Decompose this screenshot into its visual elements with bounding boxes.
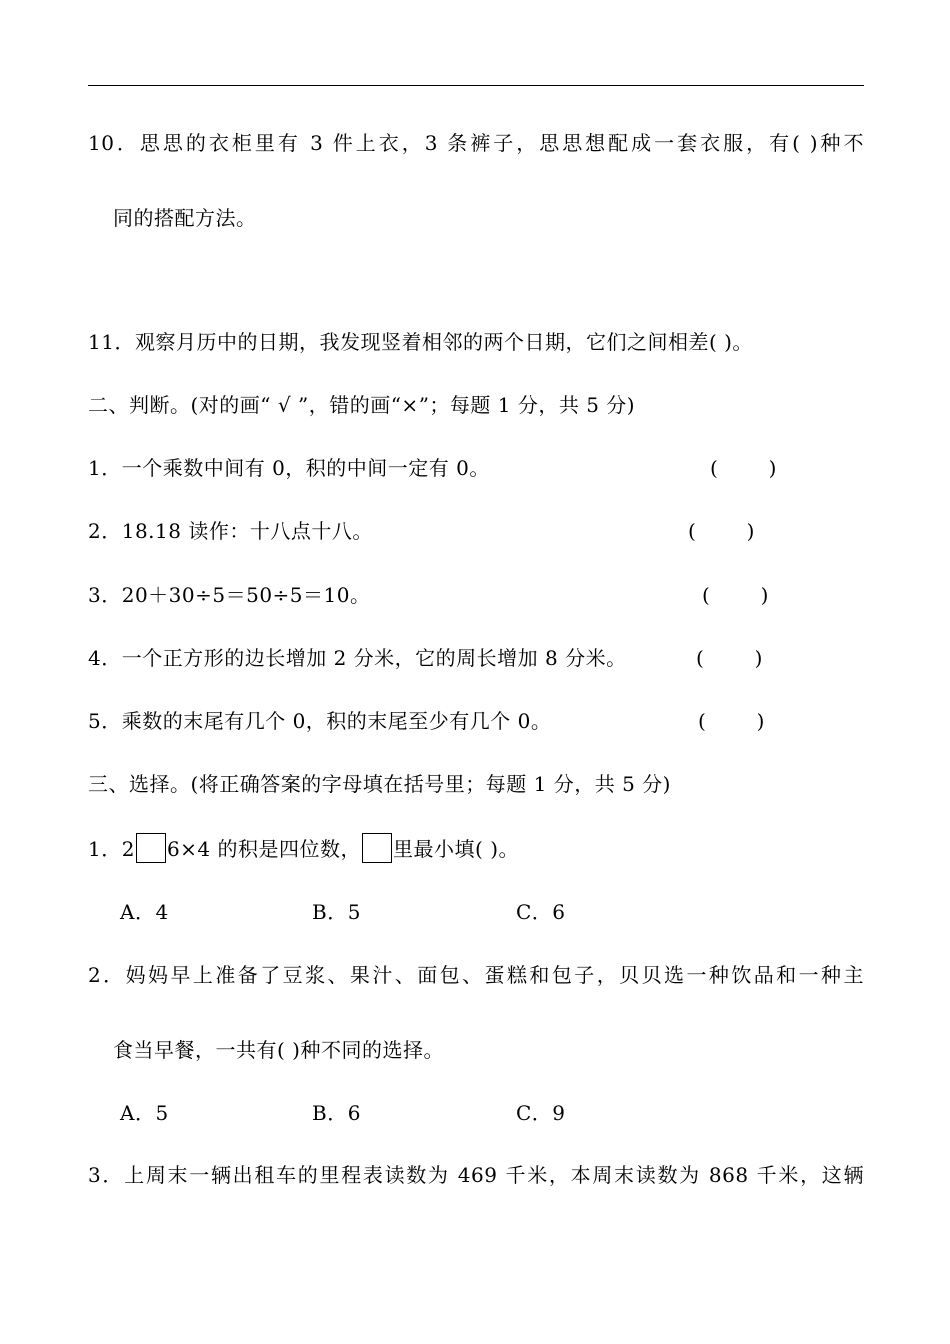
choice-q1 (88, 833, 519, 863)
choice-q1-part-b: 6×4 的积是四位数， (166, 837, 362, 861)
judge-item-3-text: 3．20＋30÷5＝50÷5＝10。 (88, 583, 371, 607)
judge-item-1-answer-blank: ( ) (710, 456, 777, 480)
choice-q1-option-b: B．5 (312, 900, 361, 924)
blank-box-1 (136, 833, 166, 863)
choice-q2-option-c: C．9 (516, 1101, 566, 1125)
choice-q1-option-c: C．6 (516, 900, 566, 924)
q10-line2: 同的搭配方法。 (113, 206, 257, 230)
section2-heading: 二、判断。(对的画“ √ ”，错的画“×”；每题 1 分，共 5 分) (88, 393, 636, 417)
q10-line1: 10．思思的衣柜里有 3 件上衣，3 条裤子，思思想配成一套衣服，有( )种不 (88, 131, 864, 155)
header-rule (88, 85, 864, 86)
choice-q1-option-a: A．4 (120, 900, 169, 924)
blank-box-2 (362, 833, 392, 863)
judge-item-2-answer-blank: ( ) (688, 519, 755, 543)
choice-q2-line1: 2．妈妈早上准备了豆浆、果汁、面包、蛋糕和包子，贝贝选一种饮品和一种主 (88, 963, 864, 987)
section3-heading: 三、选择。(将正确答案的字母填在括号里；每题 1 分，共 5 分) (88, 772, 671, 796)
choice-q2-option-a: A．5 (120, 1101, 169, 1125)
judge-item-5-text: 5．乘数的末尾有几个 0，积的末尾至少有几个 0。 (88, 709, 552, 733)
q11-text: 11．观察月历中的日期，我发现竖着相邻的两个日期，它们之间相差( )。 (88, 330, 753, 354)
judge-item-4-answer-blank: ( ) (696, 646, 763, 670)
choice-q1-part-c: 里最小填( )。 (393, 837, 519, 861)
judge-item-1-text: 1．一个乘数中间有 0，积的中间一定有 0。 (88, 456, 490, 480)
choice-q2-option-b: B．6 (312, 1101, 361, 1125)
judge-item-4-text: 4．一个正方形的边长增加 2 分米，它的周长增加 8 分米。 (88, 646, 627, 670)
judge-item-2-text: 2．18.18 读作：十八点十八。 (88, 519, 373, 543)
choice-q2-line2: 食当早餐，一共有( )种不同的选择。 (113, 1038, 444, 1062)
judge-item-5-answer-blank: ( ) (698, 709, 765, 733)
choice-q3-line1: 3．上周末一辆出租车的里程表读数为 469 千米，本周末读数为 868 千米，这辆 (88, 1163, 864, 1187)
judge-item-3-answer-blank: ( ) (702, 583, 769, 607)
choice-q1-part-a: 1．2 (88, 837, 135, 861)
